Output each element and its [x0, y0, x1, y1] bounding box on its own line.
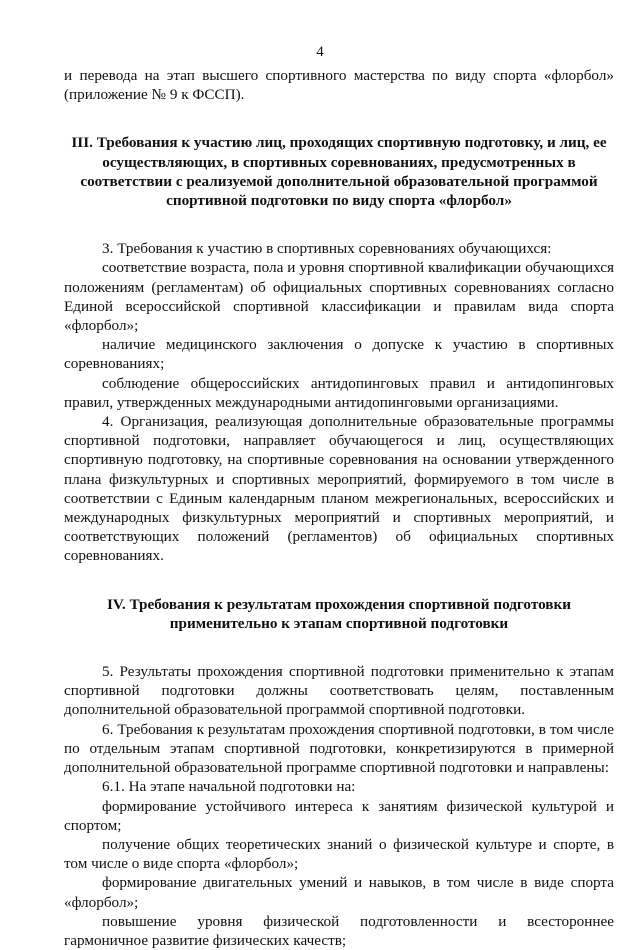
paragraph: формирование устойчивого интереса к занятиям физической культурой и спортом;	[64, 797, 614, 834]
section-3-heading: III. Требования к участию лиц, проходящих спортивную подготовку, и лиц, ее осуществляющих, в спортивных соревнованиях, предусмотренных в соответствии с реализуемой дополнительной образовательной программой спортивной подготовки по виду спорта «флорбол»	[71, 134, 607, 210]
paragraph: 6. Требования к результатам прохождения спортивной подготовки, в том числе по отдельным этапам спортивной подготовки, конкретизируются в примерной дополнительной образовательной программе спортивной подготовки и направлены:	[64, 720, 614, 777]
paragraph: повышение уровня физической подготовленности и всестороннее гармоничное развитие физических качеств;	[64, 912, 614, 949]
paragraph: соблюдение общероссийских антидопинговых правил и антидопинговых правил, утвержденных международными антидопинговыми организациями.	[64, 374, 614, 411]
page-number: 4	[316, 44, 324, 60]
paragraph: формирование двигательных умений и навыков, в том числе в виде спорта «флорбол»;	[64, 874, 614, 911]
paragraph: соответствие возраста, пола и уровня спортивной квалификации обучающихся положениям (регламентам) об официальных спортивных соревнованиях согласно Единой всероссийской спортивной классификации и правилам вида спорта «флорбол»;	[64, 259, 614, 335]
intro-paragraph: и перевода на этап высшего спортивного мастерства по виду спорта «флорбол» (приложение № 9 к ФССП).	[64, 67, 614, 104]
paragraph: 3. Требования к участию в спортивных соревнованиях обучающихся:	[102, 240, 552, 258]
paragraph: получение общих теоретических знаний о физической культуре и спорте, в том числе о виде спорта «флорбол»;	[64, 835, 614, 873]
paragraph: 6.1. На этапе начальной подготовки на:	[102, 778, 356, 796]
document-body	[64, 66, 614, 950]
paragraph: 5. Результаты прохождения спортивной подготовки применительно к этапам спортивной подготовки должны соответствовать целям, поставленным дополнительной образовательной программой спортивной подготовки.	[64, 663, 614, 719]
section-4-heading: IV. Требования к результатам прохождения спортивной подготовки применительно к этапам спортивной подготовки	[106, 595, 571, 632]
paragraph: наличие медицинского заключения о допуске к участию в спортивных соревнованиях;	[64, 336, 614, 373]
paragraph: 4. Организация, реализующая дополнительные образовательные программы спортивной подготовки, направляет обучающегося и лиц, осуществляющих спортивную подготовку, на спортивные соревнования на основании утвержденного плана физкультурных и спортивных мероприятий, формируемого в том числе в соответствии с Единым календарным планом межрегиональных, всероссийских и международных физкультурных мероприятий и спортивных мероприятий, и соответствующих положений (регламентов) об официальных спортивных соревнованиях.	[64, 413, 614, 565]
